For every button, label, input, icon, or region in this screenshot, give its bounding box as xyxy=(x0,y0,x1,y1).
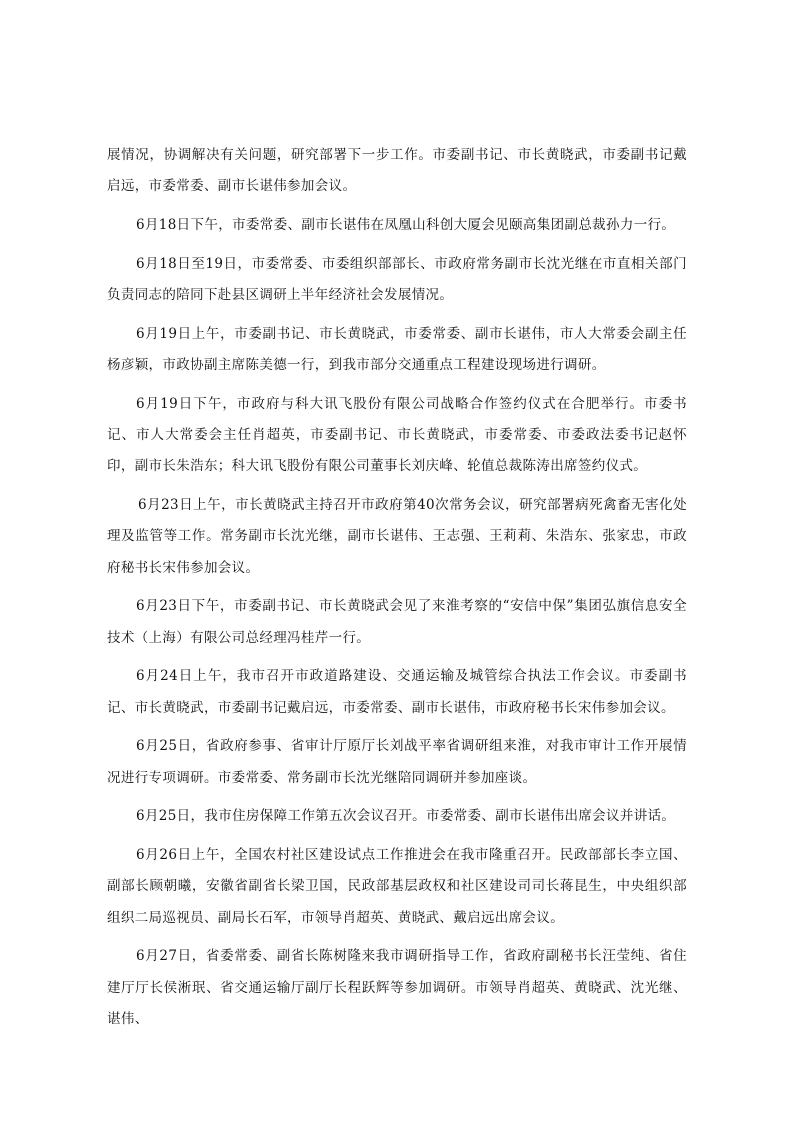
paragraph: 6月23日下午，市委副书记、市长黄晓武会见了来淮考察的“安信中保”集团弘旗信息安全技术（上海）有限公司总经理冯桂芹一行。 xyxy=(107,598,687,646)
paragraph-continued: 展情况，协调解决有关问题，研究部署下一步工作。市委副书记、市长黄晓武，市委副书记戴启远，市委常委、副市长谌伟参加会议。 xyxy=(107,147,687,195)
paragraph: 6月26日上午，全国农村社区建设试点工作推进会在我市隆重召开。民政部部长李立国、副部长顾朝曦，安徽省副省长梁卫国，民政部基层政权和社区建设司司长蒋昆生，中央组织部组织二局巡视员、副局长石军，市领导肖超英、黄晓武、戴启远出席会议。 xyxy=(107,847,687,926)
paragraph: 6月19日下午，市政府与科大讯飞股份有限公司战略合作签约仪式在合肥举行。市委书记、市人大常委会主任肖超英，市委副书记、市长黄晓武，市委常委、市委政法委书记赵怀印，副市长朱浩东；科大讯飞股份有限公司董事长刘庆峰、轮值总裁陈涛出席签约仪式。 xyxy=(107,395,687,475)
paragraph: 6月23日上午，市长黄晓武主持召开市政府第40次常务会议，研究部署病死禽畜无害化处理及监管等工作。常务副市长沈光继，副市长谌伟、王志强、王莉莉、朱浩东、张家忠，市政府秘书长宋伟参加会议。 xyxy=(107,497,687,576)
paragraph: 6月18日至19日，市委常委、市委组织部部长、市政府常务副市长沈光继在市直相关部门负责同志的陪同下赴县区调研上半年经济社会发展情况。 xyxy=(107,255,687,303)
paragraph: 6月25日，省政府参事、省审计厅原厅长刘战平率省调研组来淮，对我市审计工作开展情况进行专项调研。市委常委、常务副市长沈光继陪同调研并参加座谈。 xyxy=(107,738,687,786)
document-body xyxy=(107,140,687,1036)
paragraph: 6月18日下午，市委常委、副市长谌伟在凤凰山科创大厦会见颐高集团副总裁孙力一行。 xyxy=(136,217,676,233)
paragraph: 6月27日，省委常委、副省长陈树隆来我市调研指导工作，省政府副秘书长汪莹纯、省住建厅厅长侯淅珉、省交通运输厅副厅长程跃辉等参加调研。市领导肖超英、黄晓武、沈光继、谌伟、 xyxy=(107,948,687,1028)
paragraph: 6月24日上午，我市召开市政道路建设、交通运输及城管综合执法工作会议。市委副书记、市长黄晓武，市委副书记戴启远，市委常委、副市长谌伟，市政府秘书长宋伟参加会议。 xyxy=(107,668,687,716)
paragraph: 6月19日上午，市委副书记、市长黄晓武，市委常委、副市长谌伟，市人大常委会副主任杨彦颖，市政协副主席陈美德一行，到我市部分交通重点工程建设现场进行调研。 xyxy=(107,325,687,373)
paragraph: 6月25日，我市住房保障工作第五次会议召开。市委常委、副市长谌伟出席会议并讲话。 xyxy=(136,808,676,825)
